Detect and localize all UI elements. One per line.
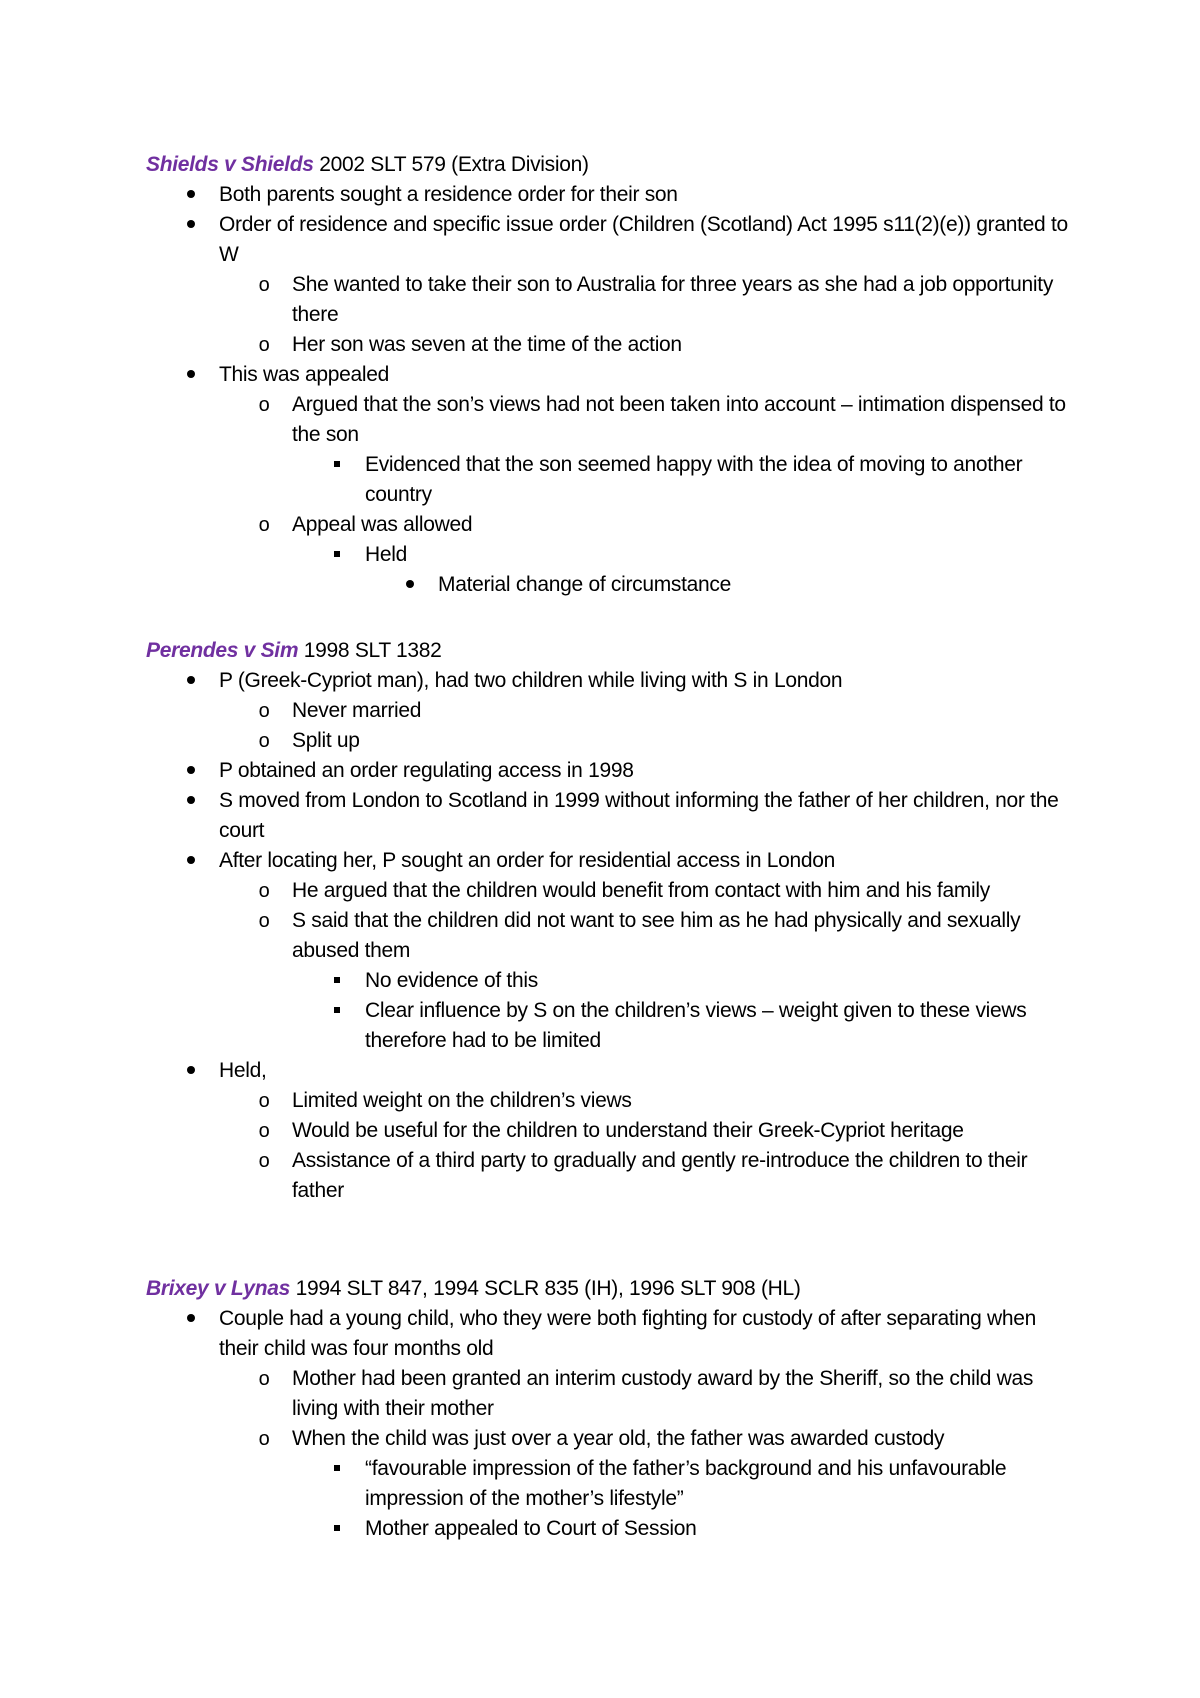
list-item: Held, xyxy=(146,1056,1076,1086)
bullet-dot-icon xyxy=(176,1304,206,1334)
list-item: Material change of circumstance xyxy=(146,570,1076,600)
case-heading xyxy=(146,150,1076,180)
bullet-circle-icon: o xyxy=(258,394,270,416)
bullet-circle-icon: o xyxy=(258,1428,270,1450)
bullet-circle-icon: o xyxy=(258,1368,270,1390)
list-item: P obtained an order regulating access in 1998 xyxy=(146,756,1076,786)
list-item: o He argued that the children would benefit from contact with him and his family xyxy=(146,876,1076,906)
case-notes-list xyxy=(146,666,1076,1206)
list-item: o Argued that the son’s views had not been taken into account – intimation dispensed to the son xyxy=(146,390,1076,450)
case-section xyxy=(146,150,1076,600)
case-name: Brixey v Lynas xyxy=(146,1277,291,1300)
list-item: o Limited weight on the children’s views xyxy=(146,1086,1076,1116)
bullet-square-icon xyxy=(322,1514,352,1544)
bullet-circle-icon: o xyxy=(258,910,270,932)
list-item: After locating her, P sought an order for residential access in London xyxy=(146,846,1076,876)
case-citation: 1994 SLT 847, 1994 SCLR 835 (IH), 1996 SLT 908 (HL) xyxy=(295,1277,801,1300)
list-item: “favourable impression of the father’s background and his unfavourable impression of the mother’s lifestyle” xyxy=(146,1454,1076,1514)
bullet-circle-icon: o xyxy=(258,514,270,536)
bullet-circle-icon: o xyxy=(258,700,270,722)
bullet-dot-icon xyxy=(176,666,206,696)
bullet-square-icon xyxy=(322,540,352,570)
bullet-circle-icon: o xyxy=(258,1120,270,1142)
bullet-dot-icon xyxy=(176,756,206,786)
list-item: o When the child was just over a year old, the father was awarded custody xyxy=(146,1424,1076,1454)
list-item: o Mother had been granted an interim custody award by the Sheriff, so the child was living with their mother xyxy=(146,1364,1076,1424)
case-section xyxy=(146,636,1076,1206)
list-item: o She wanted to take their son to Australia for three years as she had a job opportunity there xyxy=(146,270,1076,330)
list-item: This was appealed xyxy=(146,360,1076,390)
case-notes-list xyxy=(146,1304,1076,1544)
bullet-dot-icon xyxy=(176,210,206,240)
list-item: Order of residence and specific issue order (Children (Scotland) Act 1995 s11(2)(e)) granted to W xyxy=(146,210,1076,270)
list-item: Evidenced that the son seemed happy with the idea of moving to another country xyxy=(146,450,1076,510)
list-item: Clear influence by S on the children’s views – weight given to these views therefore had to be limited xyxy=(146,996,1076,1056)
bullet-square-icon xyxy=(322,1454,352,1484)
bullet-dot-icon xyxy=(176,360,206,390)
case-heading xyxy=(146,636,1076,666)
bullet-dot-icon xyxy=(176,180,206,210)
bullet-dot-icon xyxy=(395,570,425,600)
case-heading xyxy=(146,1274,1076,1304)
list-item: Couple had a young child, who they were both fighting for custody of after separating when their child was four months old xyxy=(146,1304,1076,1364)
list-item: o Assistance of a third party to gradually and gently re-introduce the children to their father xyxy=(146,1146,1076,1206)
list-item: Both parents sought a residence order for their son xyxy=(146,180,1076,210)
list-item: S moved from London to Scotland in 1999 without informing the father of her children, nor the court xyxy=(146,786,1076,846)
list-item: o Her son was seven at the time of the action xyxy=(146,330,1076,360)
case-citation: 1998 SLT 1382 xyxy=(303,639,442,662)
bullet-circle-icon: o xyxy=(258,1150,270,1172)
bullet-square-icon xyxy=(322,450,352,480)
list-item: o S said that the children did not want to see him as he had physically and sexually abused them xyxy=(146,906,1076,966)
list-item: No evidence of this xyxy=(146,966,1076,996)
list-item: o Would be useful for the children to understand their Greek-Cypriot heritage xyxy=(146,1116,1076,1146)
list-item: o Split up xyxy=(146,726,1076,756)
bullet-circle-icon: o xyxy=(258,880,270,902)
list-item: o Never married xyxy=(146,696,1076,726)
case-citation: 2002 SLT 579 (Extra Division) xyxy=(319,153,589,176)
bullet-circle-icon: o xyxy=(258,730,270,752)
case-name: Shields v Shields xyxy=(146,153,314,176)
bullet-circle-icon: o xyxy=(258,274,270,296)
bullet-dot-icon xyxy=(176,786,206,816)
case-name: Perendes v Sim xyxy=(146,639,299,662)
bullet-circle-icon: o xyxy=(258,1090,270,1112)
bullet-dot-icon xyxy=(176,846,206,876)
bullet-square-icon xyxy=(322,966,352,996)
case-notes-list xyxy=(146,180,1076,600)
bullet-circle-icon: o xyxy=(258,334,270,356)
list-item: P (Greek-Cypriot man), had two children while living with S in London xyxy=(146,666,1076,696)
list-item: o Appeal was allowed xyxy=(146,510,1076,540)
list-item: Held xyxy=(146,540,1076,570)
bullet-dot-icon xyxy=(176,1056,206,1086)
case-section xyxy=(146,1274,1076,1544)
bullet-square-icon xyxy=(322,996,352,1026)
list-item: Mother appealed to Court of Session xyxy=(146,1514,1076,1544)
